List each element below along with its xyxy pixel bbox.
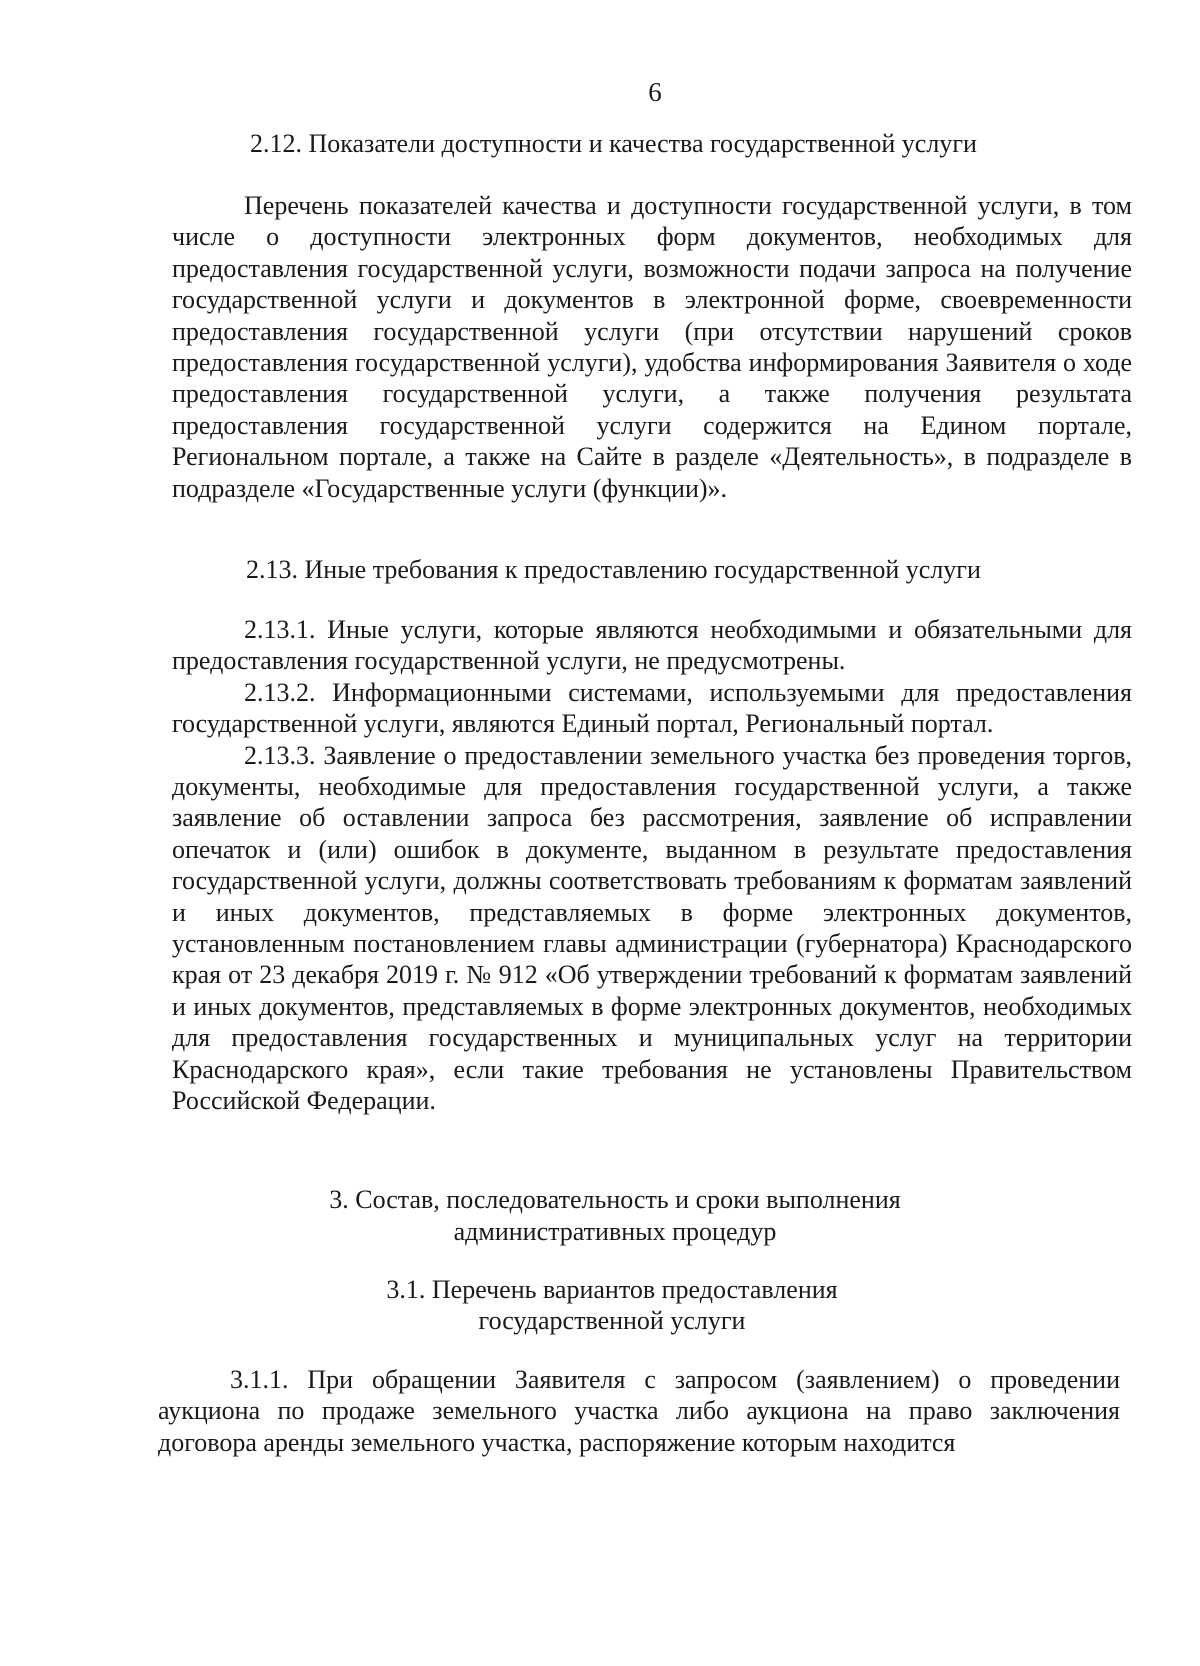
section-2-13-3-paragraph: 2.13.3. Заявление о предоставлении земельного участка без проведения торгов, документы, необходимые для предоставления государственной услуги, а также заявление об оставлении запроса без рассмотрения, заявление об исправлении опечаток и (или) ошибок в документе, выданном в результате предоставления государственной услуги, должны соответствовать требованиям к форматам заявлений и иных документов, представляемых в форме электронных документов, установленным постановлением главы администрации (губернатора) Краснодарского края от 23 декабря 2019 г. № 912 «Об утверждении требований к форматам заявлений и иных документов, представляемых в форме электронных документов, необходимых для предоставления государственных и муниципальных услуг на территории Краснодарского края», если такие требования не установлены Правительством Российской Федерации. xyxy=(172,740,1132,1116)
section-3-1-heading-line1: 3.1. Перечень вариантов предоставления xyxy=(386,1275,838,1304)
section-3-1-body xyxy=(158,1364,1120,1458)
section-2-13-1-paragraph: 2.13.1. Иные услуги, которые являются необходимыми и обязательными для предоставления государственной услуги, не предусмотрены. xyxy=(172,615,1132,676)
section-3-heading-line1: 3. Состав, последовательность и сроки выполнения xyxy=(329,1185,901,1214)
section-2-13-heading: 2.13. Иные требования к предоставлению государственной услуги xyxy=(246,555,981,584)
section-2-13-2-paragraph: 2.13.2. Информационными системами, используемыми для предоставления государственной услуги, являются Единый портал, Региональный портал. xyxy=(172,677,1132,739)
section-3-1-heading-line2: государственной услуги xyxy=(478,1306,746,1335)
section-2-13-body xyxy=(172,614,1132,1117)
section-2-12-paragraph: Перечень показателей качества и доступности государственной услуги, в том числе о доступности электронных форм документов, необходимых для предоставления государственной услуги, возможности подачи запроса на получение государственной услуги и документов в электронной форме, своевременности предоставления государственной услуги (при отсутствии нарушений сроков предоставления государственной услуги), удобства информирования Заявителя о ходе предоставления государственной услуги, а также получения результата предоставления государственной услуги содержится на Едином портале, Региональном портале, а также на Сайте в разделе «Деятельность», в подразделе в подразделе «Государственные услуги (функции)». xyxy=(172,191,1132,503)
section-3-1-1-paragraph: 3.1.1. При обращении Заявителя с запросом (заявлением) о проведении аукциона по продаже земельного участка либо аукциона на право заключения договора аренды земельного участка, распоряжение которым находится xyxy=(158,1365,1120,1457)
page-number: 6 xyxy=(648,77,662,107)
section-2-12-body xyxy=(172,190,1132,504)
section-2-12-heading: 2.12. Показатели доступности и качества государственной услуги xyxy=(250,129,977,158)
section-3-heading-line2: административных процедур xyxy=(453,1217,777,1246)
